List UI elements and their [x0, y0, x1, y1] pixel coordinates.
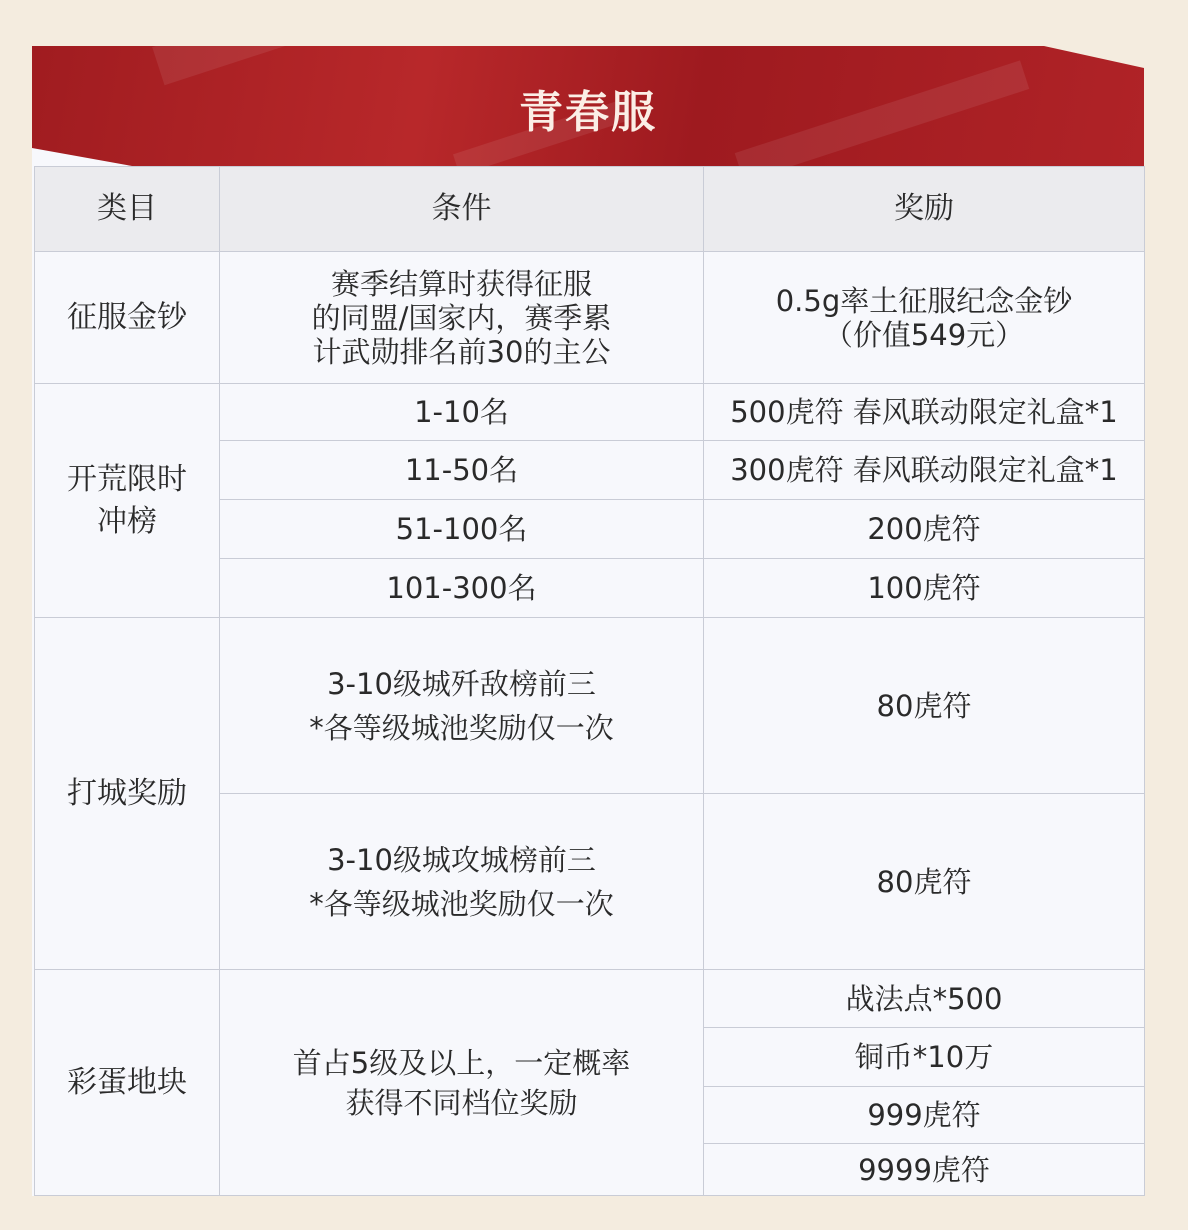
category-easter-egg-tile: 彩蛋地块 [35, 970, 220, 1196]
reward-cell: 0.5g率土征服纪念金钞 （价值549元） [704, 252, 1145, 384]
category-conquest-note: 征服金钞 [35, 252, 220, 384]
condition-cell: 首占5级及以上，一定概率 获得不同档位奖励 [220, 970, 704, 1196]
rewards-table [34, 166, 1145, 1196]
condition-cell: 51-100名 [220, 500, 704, 559]
reward-cell: 500虎符 春风联动限定礼盒*1 [704, 384, 1145, 441]
condition-cell: 赛季结算时获得征服 的同盟/国家内，赛季累 计武勋排名前30的主公 [220, 252, 704, 384]
reward-cell: 战法点*500 [704, 970, 1145, 1028]
banner-tear-left [32, 148, 132, 166]
header-condition: 条件 [220, 167, 704, 252]
condition-cell: 3-10级城歼敌榜前三 *各等级城池奖励仅一次 [220, 618, 704, 794]
table-row [35, 970, 1145, 1028]
reward-cell: 999虎符 [704, 1087, 1145, 1144]
reward-cell: 9999虎符 [704, 1144, 1145, 1196]
condition-cell: 11-50名 [220, 441, 704, 500]
reward-cell: 80虎符 [704, 618, 1145, 794]
reward-cell: 100虎符 [704, 559, 1145, 618]
reward-cell: 铜币*10万 [704, 1028, 1145, 1087]
reward-card [32, 46, 1144, 1196]
reward-cell: 200虎符 [704, 500, 1145, 559]
header-reward: 奖励 [704, 167, 1145, 252]
header-category: 类目 [35, 167, 220, 252]
category-city-capture: 打城奖励 [35, 618, 220, 970]
table-row [35, 618, 1145, 794]
condition-cell: 3-10级城攻城榜前三 *各等级城池奖励仅一次 [220, 794, 704, 970]
reward-cell: 80虎符 [704, 794, 1145, 970]
condition-cell: 1-10名 [220, 384, 704, 441]
category-ranking-sprint: 开荒限时 冲榜 [35, 384, 220, 618]
reward-cell: 300虎符 春风联动限定礼盒*1 [704, 441, 1145, 500]
table-row [35, 384, 1145, 441]
page-title: 青春服 [519, 87, 657, 138]
title-banner [32, 46, 1144, 166]
header-row [35, 167, 1145, 252]
table-row [35, 252, 1145, 384]
condition-cell: 101-300名 [220, 559, 704, 618]
banner-tear-right [1044, 46, 1144, 68]
